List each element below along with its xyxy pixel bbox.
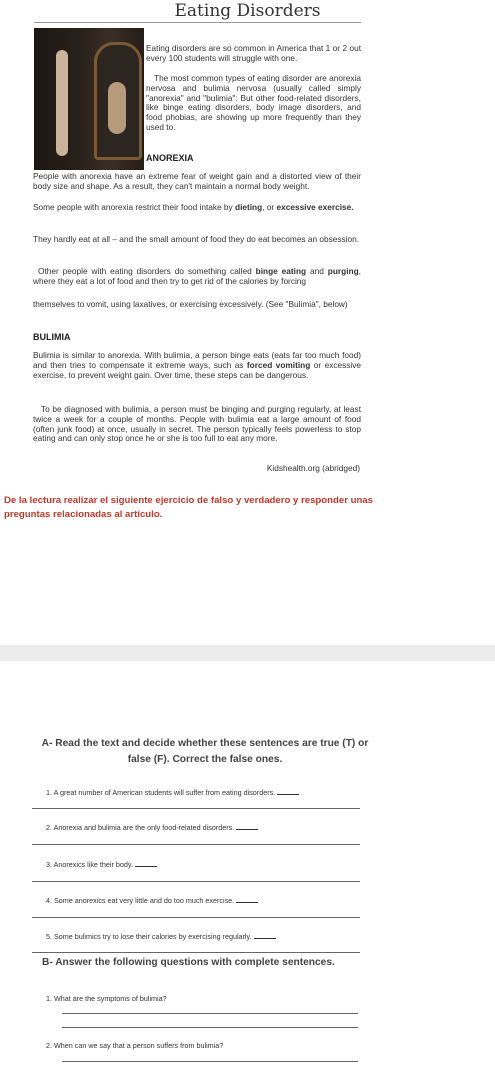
article-title: Eating Disorders: [174, 1, 321, 21]
answer-line[interactable]: [32, 952, 360, 953]
reflection-figure: [108, 82, 126, 134]
intro-paragraph-2: The most common types of eating disorder are anorexia nervosa and bulimia nervosa (usually called simply "anorexia" and "bulimia": But other food-related disorders, like binge eating disorders, body image disorders, and food phobias, are showing up more frequently than they used to.: [146, 73, 361, 132]
answer-line[interactable]: [32, 881, 360, 882]
answer-blank[interactable]: [236, 902, 258, 903]
bulimia-paragraph-2: To be diagnosed with bulimia, a person must be binging and purging regularly, at least twice a week for a couple of months. People with bulimia eat a large amount of food (often junk food) at once, usually in secret. The person typically feels powerless to stop eating and can only stop once he or she is too full to eat any more.: [33, 404, 361, 444]
answer-line[interactable]: [62, 1061, 358, 1062]
question-2: 2. When can we say that a person suffers from bulimia?: [46, 1041, 224, 1050]
tf-item-4: 4. Some anorexics eat very little and do too much exercise.: [46, 896, 258, 905]
intro-paragraph-1: Eating disorders are so common in America that 1 or 2 out every 100 students will struggle with one.: [146, 43, 361, 63]
answer-line[interactable]: [62, 1027, 358, 1028]
tf-item-1: 1. A great number of American students will suffer from eating disorders.: [46, 788, 299, 797]
answer-line[interactable]: [32, 808, 360, 809]
tf-item-2: 2. Anorexia and bulimia are the only food-related disorders.: [46, 823, 258, 832]
answer-line[interactable]: [32, 844, 360, 845]
answer-blank[interactable]: [135, 866, 157, 867]
section-b-title: B- Answer the following questions with complete sentences.: [42, 957, 335, 968]
answer-blank[interactable]: [277, 794, 299, 795]
spanish-instruction: De la lectura realizar el siguiente ejercicio de falso y verdadero y responder unas preguntas relacionadas al artículo.: [4, 495, 373, 520]
tf-item-5: 5. Some bulimics try to lose their calories by exercising regularly.: [46, 932, 276, 941]
anorexia-paragraph-1: People with anorexia have an extreme fear of weight gain and a distorted view of their body size and shape. As a result, they can't maintain a normal body weight.: [33, 171, 361, 191]
thin-figure: [56, 50, 68, 156]
bulimia-heading: BULIMIA: [33, 332, 71, 342]
question-1: 1. What are the symptoms of bulimia?: [46, 994, 167, 1003]
title-rule: [34, 22, 361, 23]
anorexia-paragraph-5: themselves to vomit, using laxatives, or exercising excessively. (See "Bulimia", below): [33, 299, 348, 309]
anorexia-paragraph-2: Some people with anorexia restrict their food intake by dieting, or excessive exercise.: [33, 202, 354, 212]
mirror-photo: [34, 28, 144, 170]
page-two: [0, 661, 495, 1072]
source-credit: Kidshealth.org (abridged): [266, 463, 360, 473]
anorexia-heading: ANOREXIA: [146, 153, 194, 163]
anorexia-paragraph-4: Other people with eating disorders do something called binge eating and purging, where they eat a lot of food and then try to get rid of the calories by forcing: [33, 266, 361, 286]
bulimia-paragraph-1: Bulimia is similar to anorexia. With bulimia, a person binge eats (eats far too much food) and then tries to compensate it extreme ways, such as forced vomiting or excessive exercise, to prevent weight gain. Over time, these steps can be dangerous.: [33, 350, 362, 380]
tf-item-3: 3. Anorexics like their body.: [46, 860, 157, 869]
answer-line[interactable]: [62, 1013, 358, 1014]
section-a-title: A- Read the text and decide whether these sentences are true (T) or false (F). Correct the false ones.: [41, 738, 369, 765]
page-gap: [0, 645, 495, 661]
answer-blank[interactable]: [254, 938, 276, 939]
anorexia-paragraph-3: They hardly eat at all – and the small amount of food they do eat becomes an obsession.: [33, 234, 360, 244]
answer-line[interactable]: [32, 917, 360, 918]
answer-blank[interactable]: [236, 829, 258, 830]
